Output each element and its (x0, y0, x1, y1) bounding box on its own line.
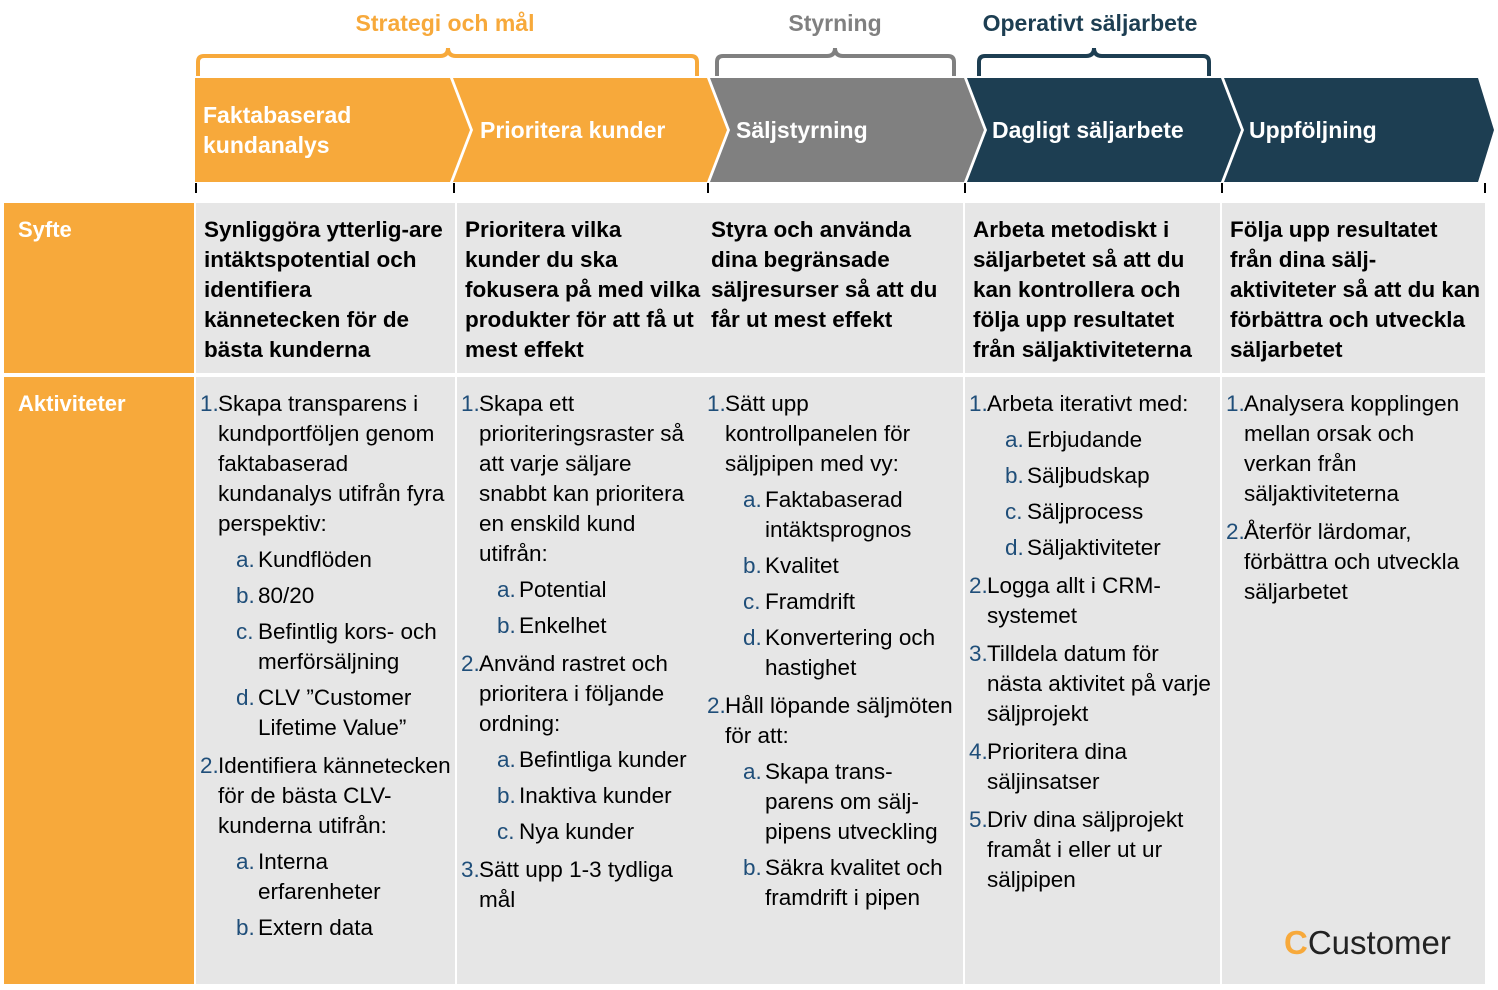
activity-item (969, 805, 1216, 895)
subitem-text: Säljaktiviteter (1027, 535, 1161, 560)
subitem-letter: b. (743, 855, 762, 880)
subitem-text: Interna erfarenheter (258, 849, 381, 904)
subitem-text: Kvalitet (765, 553, 839, 578)
syfte-cell-1: Synliggöra ytterlig-are intäktspotential och identifiera kännetecken för de bästa kunderna (196, 203, 455, 373)
activity-subitem (987, 425, 1216, 455)
activity-number: 3. (461, 857, 480, 882)
activity-number: 2. (707, 693, 726, 718)
syfte-cell-2: Prioritera vilka kunder du ska fokusera på med vilka produkter för att få ut mest effekt (457, 203, 705, 373)
activity-text: Sätt upp 1-3 tydliga mål (479, 857, 673, 912)
activity-number: 5. (969, 807, 988, 832)
subitem-letter: b. (236, 915, 255, 940)
activity-subitem (218, 913, 451, 943)
activity-subitem (218, 545, 451, 575)
subitem-letter: a. (236, 849, 255, 874)
activity-item (200, 389, 451, 743)
subitem-letter: b. (1005, 463, 1024, 488)
subitem-letter: a. (497, 577, 516, 602)
aktiviteter-cell-1 (196, 377, 455, 984)
subitem-letter: c. (1005, 499, 1023, 524)
step-dagligt-saljarbete: Dagligt säljarbete (992, 117, 1184, 143)
tick-2 (453, 183, 455, 193)
activity-text: Skapa transparens i kundportföljen genom faktabaserad kundanalys utifrån fyra perspektiv: (218, 391, 445, 536)
activity-text: Identifiera kännetecken för de bästa CLV-kunderna utifrån: (218, 753, 451, 838)
subitem-letter: a. (1005, 427, 1024, 452)
logo-text: Customer (1307, 924, 1451, 961)
subitem-text: Enkelhet (519, 613, 607, 638)
subitem-letter: a. (743, 487, 762, 512)
subitem-text: Befintlig kors- och merförsäljning (258, 619, 437, 674)
activity-item (969, 389, 1216, 563)
subitem-text: Erbjudande (1027, 427, 1143, 452)
ccustomer-logo (1284, 924, 1451, 962)
activity-text: Återför lärdomar, förbättra och utveckla säljarbetet (1244, 519, 1460, 604)
subitem-text: CLV ”Customer Lifetime Value” (258, 685, 412, 740)
tick-4 (964, 183, 966, 193)
subitem-text: Skapa trans-parens om sälj-pipens utveckling (765, 759, 938, 844)
activity-number: 2. (969, 573, 988, 598)
subitem-text: Faktabaserad intäktsprognos (765, 487, 912, 542)
aktiviteter-cell-4 (965, 377, 1220, 984)
activity-subitem (725, 551, 959, 581)
group-label-styrning: Styrning (788, 10, 882, 36)
syfte-cell-4: Arbeta metodiskt i säljarbetet så att du kan kontrollera och följa upp resultatet från säljaktiviteterna (965, 203, 1220, 373)
subitem-text: Framdrift (765, 589, 855, 614)
activity-subitem (218, 847, 451, 907)
step-uppfoljning: Uppföljning (1249, 117, 1377, 143)
activity-number: 1. (461, 391, 480, 416)
subitem-text: Konvertering och hastighet (765, 625, 936, 680)
activity-text: Analysera kopplingen mellan orsak och verkan från säljaktiviteterna (1244, 391, 1460, 506)
activity-subitem (725, 587, 959, 617)
row-header-syfte: Syfte (4, 203, 194, 373)
subitem-letter: c. (743, 589, 761, 614)
activity-number: 1. (1226, 391, 1245, 416)
subitem-letter: a. (743, 759, 762, 784)
subitem-letter: d. (236, 685, 255, 710)
subitem-letter: c. (497, 819, 515, 844)
activity-subitem (479, 745, 701, 775)
subitem-text: Inaktiva kunder (519, 783, 672, 808)
activity-subitem (218, 617, 451, 677)
activity-number: 1. (707, 391, 726, 416)
activity-item (1226, 389, 1481, 509)
row-header-aktiviteter: Aktiviteter (4, 377, 194, 984)
subitem-letter: d. (743, 625, 762, 650)
activity-number: 2. (1226, 519, 1245, 544)
subitem-letter: b. (236, 583, 255, 608)
activity-number: 1. (200, 391, 219, 416)
tick-3 (707, 183, 709, 193)
activity-text: Skapa ett prioriteringsraster så att varje säljare snabbt kan prioritera en enskild kund utifrån: (479, 391, 685, 566)
step-prioritera-kunder: Prioritera kunder (480, 117, 666, 143)
activity-item (461, 389, 701, 641)
activity-text: Logga allt i CRM-systemet (987, 573, 1161, 628)
aktiviteter-cell-2 (457, 377, 705, 984)
aktiviteter-cell-3 (703, 377, 963, 984)
subitem-text: Säkra kvalitet och framdrift i pipen (765, 855, 943, 910)
activity-text: Använd rastret och prioritera i följande ordning: (479, 651, 668, 736)
subitem-letter: c. (236, 619, 254, 644)
activity-item (461, 649, 701, 847)
subitem-letter: d. (1005, 535, 1024, 560)
subitem-letter: b. (497, 613, 516, 638)
activity-text: Håll löpande säljmöten för att: (725, 693, 953, 748)
group-label-strategi: Strategi och mål (355, 10, 535, 36)
subitem-text: Säljprocess (1027, 499, 1144, 524)
tick-1 (195, 183, 197, 193)
subitem-text: Befintliga kunder (519, 747, 687, 772)
activity-text: Tilldela datum för nästa aktivitet på varje säljprojekt (987, 641, 1211, 726)
activity-item (969, 639, 1216, 729)
activity-subitem (987, 461, 1216, 491)
activity-text: Arbeta iterativt med: (987, 391, 1189, 416)
activity-subitem (725, 623, 959, 683)
activity-subitem (725, 757, 959, 847)
activity-text: Sätt upp kontrollpanelen för säljpipen med vy: (725, 391, 911, 476)
activity-text: Driv dina säljprojekt framåt i eller ut ur säljpipen (987, 807, 1184, 892)
activity-subitem (725, 485, 959, 545)
activity-subitem (479, 575, 701, 605)
subitem-letter: a. (236, 547, 255, 572)
subitem-text: 80/20 (258, 583, 315, 608)
activity-subitem (479, 781, 701, 811)
syfte-cell-5: Följa upp resultatet från dina sälj-aktiviteter så att du kan förbättra och utveckla säljarbetet (1222, 203, 1485, 373)
tick-6 (1484, 183, 1486, 193)
syfte-cell-3: Styra och använda dina begränsade säljresurser så att du får ut mest effekt (703, 203, 963, 373)
activity-item (461, 855, 701, 915)
subitem-text: Säljbudskap (1027, 463, 1150, 488)
activity-item (200, 751, 451, 943)
activity-subitem (479, 611, 701, 641)
activity-subitem (218, 581, 451, 611)
activity-item (1226, 517, 1481, 607)
activity-subitem (725, 853, 959, 913)
subitem-letter: b. (743, 553, 762, 578)
activity-subitem (987, 497, 1216, 527)
subitem-text: Nya kunder (519, 819, 635, 844)
activity-text: Prioritera dina säljinsatser (987, 739, 1128, 794)
subitem-text: Kundflöden (258, 547, 372, 572)
aktiviteter-cell-5 (1222, 377, 1485, 984)
activity-subitem (479, 817, 701, 847)
activity-number: 2. (461, 651, 480, 676)
activity-number: 3. (969, 641, 988, 666)
activity-item (969, 571, 1216, 631)
subitem-text: Potential (519, 577, 607, 602)
activity-number: 4. (969, 739, 988, 764)
activity-subitem (218, 683, 451, 743)
group-label-operativt: Operativt säljarbete (982, 10, 1198, 36)
activity-number: 2. (200, 753, 219, 778)
subitem-letter: a. (497, 747, 516, 772)
activity-item (707, 389, 959, 683)
activity-item (969, 737, 1216, 797)
step-saljstyrning: Säljstyrning (736, 117, 868, 143)
subitem-text: Extern data (258, 915, 374, 940)
subitem-letter: b. (497, 783, 516, 808)
logo-c: C (1284, 924, 1308, 961)
activity-number: 1. (969, 391, 988, 416)
activity-item (707, 691, 959, 913)
activity-subitem (987, 533, 1216, 563)
step-faktabaserad-kundanalys: Faktabaserad kundanalys (203, 102, 352, 158)
tick-5 (1221, 183, 1223, 193)
